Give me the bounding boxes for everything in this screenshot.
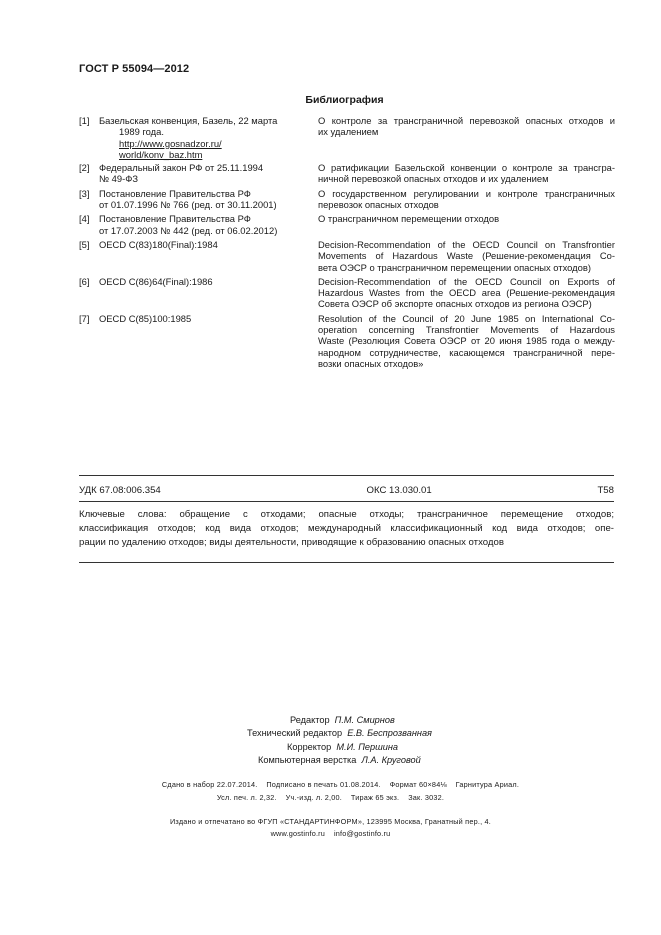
publisher-contacts: www.gostinfo.ru info@gostinfo.ru [270,829,391,838]
entry-title: Decision-Recommendation of the OECD Council on Transfrontier Movements of Hazardous Waste (Решение-рекомендация Со- вета ОЭСР о трансграничном перемещении опасных отходов) [318,238,615,273]
entry-source: OECD C(83)180(Final):1984 [99,238,218,250]
bibliography-entry [79,276,615,310]
credit-tech-editor: Технический редактор Е.В. Беспрозванная [247,728,432,739]
entry-title: О трансграничном перемещении отходов [318,213,500,225]
entry-source: Постановление Правительства РФ от 01.07.1996 № 766 (ред. от 30.11.2001) [99,187,277,211]
document-header: ГОСТ Р 55094—2012 [79,63,190,75]
entry-number: [7] [79,312,90,324]
classification-row [79,485,614,496]
convention-link[interactable]: http://www.gosnadzor.ru/ world/konv_baz.htm [119,137,222,160]
entry-source: OECD C(86)64(Final):1986 [99,275,213,287]
oks-code: ОКС 13.030.01 [366,485,432,496]
entry-source: Постановление Правительства РФ от 17.07.2003 № 442 (ред. от 06.02.2012) [99,213,278,236]
entry-number: [3] [79,187,90,199]
entry-number: [2] [79,162,90,174]
udk-code: УДК 67.08:006.354 [79,485,161,496]
bibliography-entry [79,115,615,160]
keywords-block: Ключевые слова: обращение с отходами; опасные отходы; трансграничное перемещение отходов; классификация отходов; код вида отходов; международный классификационный код вида отходов; опе- рации по удалению отходов; виды деятельности, приводящие к образованию опасных отходов [79,509,614,548]
bibliography-entry [79,213,615,236]
category-code: T58 [597,485,614,496]
credit-editor: Редактор П.М. Смирнов [290,715,395,725]
divider-bottom [79,562,614,563]
entry-source: Федеральный закон РФ от 25.11.1994 № 49-ФЗ [99,162,264,185]
entry-title: О государственном регулировании и контроле трансграничных перевозок опасных отходов [318,187,615,211]
credit-layout: Компьютерная верстка Л.А. Круговой [258,754,421,765]
publisher-address: Издано и отпечатано во ФГУП «СТАНДАРТИНФОРМ», 123995 Москва, Гранатный пер., 4. [169,817,492,826]
bibliography-entry [79,313,615,369]
entry-source: Базельская конвенция, Базель, 22 марта 1989 года. http://www.gosnadzor.ru/ world/konv_baz.htm [99,115,303,160]
bibliography-entry [79,239,615,273]
divider-top [79,475,614,476]
entry-number: [4] [79,213,90,225]
entry-number: [5] [79,238,90,250]
entry-title: Decision-Recommendation of the OECD Council on Exports of Hazardous Wastes from the OECD area (Решение-рекомендация Совета ОЭСР об экспорте опасных отходов из региона ОЭСР) [318,275,615,310]
entry-number: [1] [79,115,90,126]
divider-middle [79,501,614,502]
entry-source: OECD C(85)100:1985 [99,312,192,324]
credit-proofreader: Корректор М.И. Першина [287,741,399,752]
bibliography-list [79,115,615,369]
bibliography-entry [79,188,615,211]
credits-block [0,714,661,767]
bibliography-title: Библиография [305,94,384,106]
bibliography-entry [79,162,615,185]
print-volume: Усл. печ. л. 2,32. Уч.-изд. л. 2,00. Тираж 65 экз. Зак. 3032. [216,793,445,802]
entry-title: О ратификации Базельской конвенции о контроле за трансгра- ничной перевозкой опасных отходов и их удалением [318,162,615,185]
entry-title: Resolution of the Council of 20 June 1985 on International Co- operation concerning Transfrontier Movements of Hazardous Waste (Резолюция Совета ОЭСР от 20 июня 1985 года о между- народном сотрудничестве, касающемся трансграничной пере- возки опасных отходов» [318,312,615,369]
entry-title: О контроле за трансграничной перевозкой опасных отходов и их удалением [318,115,615,138]
entry-number: [6] [79,275,90,287]
print-details: Сдано в набор 22.07.2014. Подписано в печать 01.08.2014. Формат 60×84⅛ Гарнитура Ариал. [161,780,520,789]
